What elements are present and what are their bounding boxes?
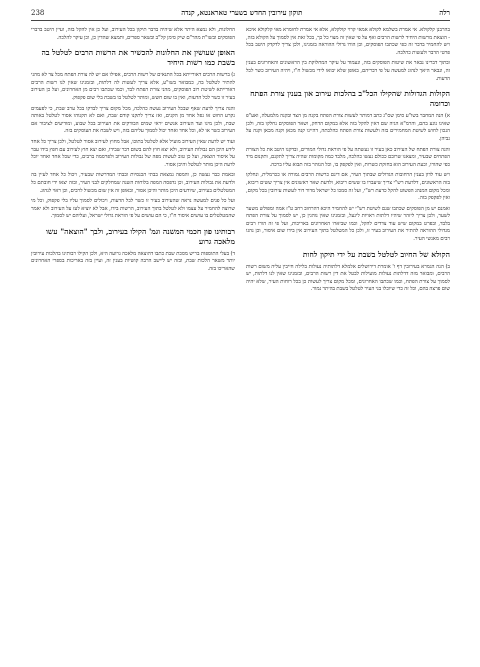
header-section: רלה [439, 8, 450, 17]
paragraph: החלונות, ולא נמצא היתר אלא שיהיה בדבר תיקון בכל העירוב, ועל כן אין להקל בזה, ועיין היטב בדברי הפוסקים ובשו"ת מהר"ם שיק סימן קל"ב ובשאר ספרים, ותמצא שהדין כן, וכן עיקר להלכה. [31, 27, 235, 41]
paragraph: ועל כל פנים למעשה נראה שהעירוב בעיר זו כשר לכל הדעות, ויכולים לסמוך עליו בלי פקפוק, וכל מי שרוצה להחמיר על עצמו ולא לטלטל בתוך העירוב, הרשות בידו, אבל לא יוציא לעז על העירוב ולא יאמר שהמטלטלים בו עושים איסור ח"ו, כי הם עושים על פי הוראת גדולי ישראל, ועליהם יש לסמוך. [31, 198, 235, 220]
section-heading: הקולות הגדולות שהקילו הכל"ב בהלכות עירוב און בענין צורת הפתח וכדומה [250, 89, 450, 109]
page-header [31, 8, 450, 21]
section-heading: הקולא של החיוב לטלטל בשבת על ידי תיקון לחות [302, 249, 450, 259]
paragraph: ויש עוד לדון בענין הרחובות הגדולים שבתוך העיר, אם דינם כרשות הרבים גמורה או ככרמלית, ונחלקו בזה הראשונים, דלדעת רש"י צריך שיעברו בו ששים ריבוא, ולדעת שאר ראשונים אין צריך ששים ריבוא, ומכל מקום המנהג הפשוט להקל כדעת רש"י, ועל זה סמכו כל ישראל מדור דור לעשות עירובין בכל מקום, ואין לפקפק בזה. [246, 172, 450, 202]
section-heading: רבותינו פון חכמי המשנה וגמ' הקילו בעירוב, ולבך "הוצאה" עשו מלאכה גרוע [45, 226, 235, 246]
paragraph: בהרבנן קלקולא. אי אמרת בשלמא לקולא אמאי קרוי קולקלא, אלא אי אמרת לחומרא מאי קלקולא איכא - הוצאת מרשות היחיד לרשות הרבים ואף על פי שאין זה מצוי כל כך, בכל זאת אין לסמוך על הקולא בזה, ויש להחמיר בדבר זה כפי שכתבו הפוסקים, וכן הורו גדולי ההוראה בזמנינו, ולכן צריך לדקדק היטב בכל פרטי הדבר ולעשות כהלכה. [246, 27, 450, 56]
text-columns [31, 27, 450, 657]
left-column [31, 27, 235, 657]
paragraph: ב) הנה הגמרא בעירובין דף ו' אומרת דירושלים אלמלא דלתותיה נעולות בלילה חייבין עליה משום רשות הרבים, ומבואר מזה דדלתות נעולות מועילות לבטל את דין רשות הרבים, ובזמנינו שאין לנו דלתות, יש לסמוך על צורת הפתח, וכמו שכתבו האחרונים, ומכל מקום צריך לעשות כן בכל רוחות העיר, שלא יהיה שום פרצה בהם, וכל זה כדי שיוכלו בני העיר לטלטל בשבת בהיתר גמור. [246, 263, 450, 293]
paragraph: והנה צריך לדעת שאף שבכל העירוב נעשה כהלכה, מכל מקום צריך לבדקו בכל ערב שבת, כי לפעמים נקרע החוט או נפל אחד מן הקנים, ואז צריך לתקנו קודם שבת, ואם לא תקנוהו אסור לטלטל באותה שבת, ולכן מינו ועד העירוב אנשים יראי שמים הבודקים את העירוב בכל שבוע, ומודיעים לציבור אם העירוב כשר או לא, וכל אחד ואחד יכול לסמוך עליהם בזה, ויש לשבח את העוסקים בזה. [31, 105, 235, 135]
paragraph: ובאמת כבר נעשה כן, והמפה נמצאת בבתי הכנסיות ובבתי המדרשות שבעיר, ויכול כל אחד לעיין בה ולדעת את גבולות העירוב, וכן נדפסה המפה בלוחות השנה שמחלקים לבני העיר, ובזה יצאו ידי חובתם כל המטלטלים בעירוב, שיודעים היכן מותר והיכן אסור, ובאופן זה אין שום מכשול לרבים, וכן ראוי לנהוג. [31, 172, 235, 194]
right-column [246, 27, 450, 657]
page-number: 238 [31, 9, 45, 17]
paragraph: והנה צורת הפתח של העירוב כאן בעיר זו נעשתה על פי הוראת גדולי המורים, ובדקנו היטב את כל הצורת הפתחים שבעיר, ומצאנו שרובם ככולם נעשו כהלכה, מלבד כמה מקומות שהיה צריך לתקנם, ותקנום מיד כפי שהורו, וכעת העירוב הוא בחזקת כשרות, ואין לפקפק בו, וכל הנזהר בזה תבוא עליו ברכה. [246, 146, 450, 168]
header-title: תוקון עירובין החדש בשערי טאראנטא, קנדה [181, 8, 303, 17]
paragraph: ג) ברשות הרבים דאורייתא בכל התנאים של רשות הרבים, אפילו אם יש לה צורת הפתח מכל צד לא מהני להתיר לטלטל בה, כמבואר בשו"ע, אלא צריך לעשות לה דלתות, ובזמנינו שאין לנו רשות הרבים דאורייתא לשיטת רוב הפוסקים, מהני צורת הפתח לבד, וכמו שכתבו רבים מן האחרונים, ועל כן העירוב בעיר זו כשר לכל הדעות, ואין בו שום חשש, ומותר לטלטל בו בשבת בלי שום פקפוק. [31, 72, 235, 101]
paragraph: ד) בעלי התוספות בריש מסכת שבת כתבו דהוצאה מלאכה גרועה היא, ולכן הקילו רבותינו בהלכות עירובין יותר משאר הלכות שבת, ובזה יש ליישב הרבה קושיות בענין זה, ועיין בזה באריכות בספרי האחרונים שהאריכו בזה. [31, 250, 235, 273]
paragraph: א) הנה המחבר בשו"ע סימן שס"ג כתב דמותר לעשות צורת הפתח בקנה מן הצד ובקנה מלמעלה, ואע"פ שאינו נוגע בהם, והרמ"א הגיה שם דאין להקל בזה אלא במקום הדחק, ושאר הפוסקים נחלקו בזה, ולכן הנכון לחוש לשיטת המחמירים בזה ולעשות צורת הפתח כהלכתה, דהיינו קנה מכאן וקנה מכאן וקנה על גביהן. [246, 113, 450, 142]
paragraph: ועוד יש לדעת שאין העירוב מועיל אלא לטלטל בתוכו, אבל מחוץ לעירוב אסור לטלטל, ולכן צריך כל אחד לידע היכן הם גבולות העירוב, ולא יצא חוץ להם בשום דבר שבידו, ואם יצא חוץ לעירוב עם חפץ בידו עבר על איסור הוצאה, ועל כן טוב לעשות מפה של גבולות העירוב ולפרסמה ברבים, כדי שכל אחד ואחד יוכל לדעת היכן מותר לטלטל והיכן אסור. [31, 138, 235, 168]
paragraph: ובתוך דברינו נבאר את שיטות הפוסקים בזה, ונעמוד על עיקר המחלוקת בין הראשונים והאחרונים בענין זה, ונבאר היאך לנהוג למעשה על פי דבריהם, באופן שלא יבואו לידי מכשול ח"ו, ויהיה העירוב כשר לכל הדעות. [246, 60, 450, 82]
section-heading: האופן שעושין את החלונות להכשיר את הרשות הרבים לטלטל בה בשבת כמו רשות היחיד [41, 48, 235, 68]
paragraph: ואמנם יש מן הפוסקים שכתבו שגם לשיטת רש"י יש להחמיר היכא דהרחוב רחב ט"ז אמה ומפולש משער לשער, ולכן צריך ליזהר שיהיו דלתות ראויות לינעל, ובזמנינו שאין נוהגין כן, יש לסמוך על צורת הפתח בלבד, ובפרט במקום שיש עוד צדדים להקל, וכמו שביארו האחרונים באריכות, ועל פי זה הורו רבים מגדולי ההוראה להתיר את העירוב בעיר זו, ולכן כל המטלטל בתוך העירוב אין בידו שום איסור, וכן נהגו רבים מאנשי העיר. [246, 205, 450, 243]
